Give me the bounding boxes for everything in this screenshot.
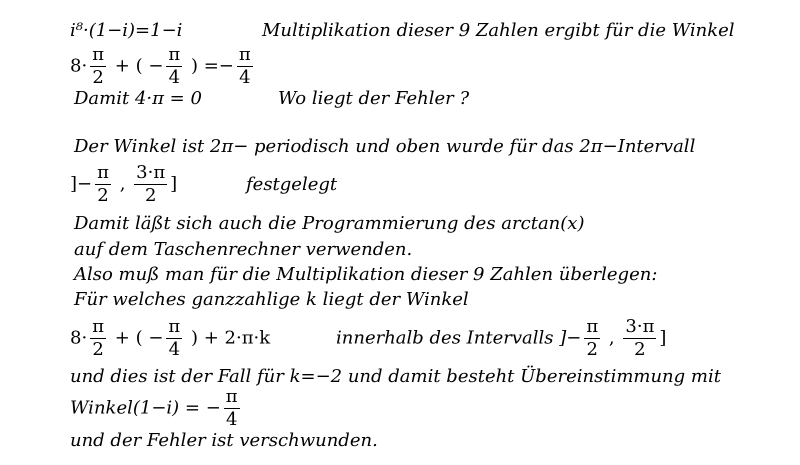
fraction-pi-over-2 bbox=[90, 316, 106, 361]
line-4 bbox=[74, 136, 695, 158]
frac-den: 2 bbox=[97, 185, 109, 206]
line-5-comma: , bbox=[119, 173, 126, 195]
line-9-text: Für welches ganzzahlige k liegt der Winkel bbox=[74, 289, 469, 310]
line-4-text: Der Winkel ist 2π− periodisch und oben wurde für das 2π−Intervall bbox=[74, 136, 696, 157]
fraction-3pi-over-2 bbox=[623, 316, 656, 361]
fraction-pi-over-4-result bbox=[237, 44, 253, 89]
frac-den: 2 bbox=[586, 339, 598, 360]
frac-num: π bbox=[92, 44, 105, 65]
frac-den: 4 bbox=[168, 339, 181, 360]
line-7 bbox=[74, 239, 412, 261]
line-2-equals: ) =− bbox=[190, 55, 234, 77]
frac-num: π bbox=[238, 44, 251, 65]
line-10-prefix: 8· bbox=[70, 327, 88, 349]
line-10-interval bbox=[336, 316, 666, 361]
line-5-interval bbox=[70, 162, 177, 207]
fraction-pi-over-4 bbox=[224, 386, 240, 431]
line-12-text: Winkel(1−i) = − bbox=[70, 397, 221, 419]
line-10-comma: , bbox=[608, 327, 615, 349]
frac-num: 3·π bbox=[625, 316, 655, 337]
frac-den: 4 bbox=[239, 67, 251, 88]
frac-num: π bbox=[586, 316, 599, 337]
fraction-pi-over-2 bbox=[90, 44, 106, 89]
line-3-text: Damit 4·π = 0 bbox=[74, 88, 202, 109]
line-3-question-text: Wo liegt der Fehler ? bbox=[278, 88, 470, 109]
line-11 bbox=[70, 366, 721, 388]
line-10-plus: + ( − bbox=[114, 327, 164, 349]
fraction-pi-over-4 bbox=[166, 316, 182, 361]
frac-num: 3·π bbox=[136, 162, 166, 183]
frac-num: π bbox=[97, 162, 109, 183]
line-8 bbox=[74, 264, 657, 286]
frac-den: 2 bbox=[634, 339, 646, 360]
line-13-text: und der Fehler ist verschwunden. bbox=[70, 430, 378, 451]
line-3 bbox=[74, 88, 202, 110]
frac-den: 4 bbox=[225, 409, 238, 430]
line-7-text: auf dem Taschenrechner verwenden. bbox=[74, 239, 413, 260]
frac-den: 2 bbox=[92, 339, 104, 360]
line-6 bbox=[74, 213, 584, 235]
line-5-festgelegt: festgelegt bbox=[246, 174, 338, 195]
frac-num: π bbox=[225, 386, 238, 407]
line-5-close: ] bbox=[170, 173, 178, 195]
line-8-text: Also muß man für die Multiplikation dieser 9 Zahlen überlegen: bbox=[74, 264, 658, 285]
line-13 bbox=[70, 430, 378, 452]
line-11-text: und dies ist der Fall für k=−2 und damit besteht Übereinstimmung mit bbox=[70, 366, 721, 387]
line-1-text bbox=[262, 20, 735, 42]
line-2-prefix: 8· bbox=[70, 55, 88, 77]
frac-den: 4 bbox=[168, 67, 181, 88]
frac-num: π bbox=[168, 316, 181, 337]
frac-num: π bbox=[92, 316, 105, 337]
line-10-equation bbox=[70, 316, 270, 361]
line-1 bbox=[70, 20, 182, 42]
frac-den: 2 bbox=[144, 185, 157, 206]
line-1-text-span: Multiplikation dieser 9 Zahlen ergibt für die Winkel bbox=[262, 20, 735, 41]
fraction-3pi-over-2 bbox=[134, 162, 167, 207]
line-10-text: innerhalb des Intervalls ]− bbox=[336, 327, 582, 349]
line-1-math: i⁸·(1−i)=1−i bbox=[70, 20, 183, 41]
line-10-k-term: ) + 2·π·k bbox=[190, 327, 271, 349]
line-5-text bbox=[246, 174, 337, 196]
line-2-plus: + ( − bbox=[114, 55, 164, 77]
line-6-text: Damit läßt sich auch die Programmierung des arctan(x) bbox=[74, 213, 585, 234]
line-3-question bbox=[278, 88, 469, 110]
line-12 bbox=[70, 386, 243, 431]
line-9 bbox=[74, 289, 469, 311]
fraction-pi-over-4 bbox=[166, 44, 182, 89]
line-10-close: ] bbox=[659, 327, 667, 349]
fraction-pi-over-2 bbox=[95, 162, 111, 207]
line-2-equation bbox=[70, 44, 256, 89]
frac-num: π bbox=[168, 44, 181, 65]
frac-den: 2 bbox=[92, 67, 104, 88]
line-5-open: ]− bbox=[70, 173, 93, 195]
fraction-pi-over-2 bbox=[584, 316, 600, 361]
